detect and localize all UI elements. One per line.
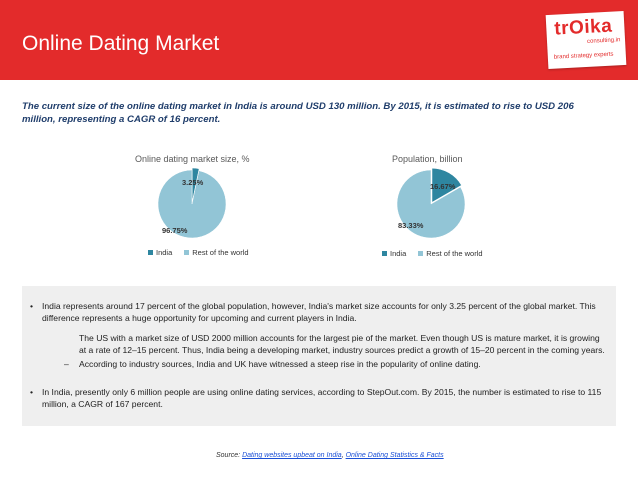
page-title: Online Dating Market — [22, 32, 220, 55]
bullet-text: In India, presently only 6 million people are using online dating services, according to StepOut.com. By 2015, the number is estimated to rise to 115 million, a CAGR of 167 percent. — [42, 387, 602, 409]
chart1-legend-india-label: India — [156, 248, 173, 257]
source-separator: , — [341, 452, 346, 459]
chart2-legend-rest — [418, 249, 482, 258]
chart2-title: Population, billion — [392, 154, 463, 164]
chart2-legend-india-label: India — [390, 249, 407, 258]
chart2-legend-rest-label: Rest of the world — [426, 249, 483, 258]
source-prefix: Source: — [216, 452, 243, 459]
bullet-mark: – — [64, 359, 69, 369]
pie-data-label: 3.25% — [182, 178, 204, 187]
source-link-dating-websites[interactable]: Dating websites upbeat on India — [242, 452, 342, 459]
bullet-text: According to industry sources, India and UK have witnessed a steep rise in the popularity of online dating. — [79, 359, 481, 369]
chart1-legend — [148, 248, 261, 257]
bullet-item — [30, 386, 608, 410]
pie-data-label: 96.75% — [162, 226, 188, 235]
logo-domain: consulting.in — [586, 37, 621, 45]
logo-tagline: brand strategy experts — [553, 51, 614, 61]
bullet-text: The US with a market size of USD 2000 million accounts for the largest pie of the market. Even though US is mature market, it is growing at a rate of 12–15 percent. Thus, India being a developing market, industry sources predict a growth of 15–20 percent in the coming years. — [79, 333, 605, 355]
bullet-mark: • — [30, 387, 34, 397]
bullet-panel — [22, 286, 616, 426]
legend-swatch-india — [382, 251, 387, 256]
pie-data-label: 83.33% — [398, 221, 424, 230]
chart2-pie — [393, 166, 483, 246]
chart2-legend-india — [382, 249, 406, 258]
source-note — [216, 452, 444, 459]
source-link-statistics[interactable]: Online Dating Statistics & Facts — [345, 452, 444, 459]
chart1-legend-india — [148, 248, 172, 257]
legend-swatch-rest — [418, 251, 423, 256]
pie-data-label: 16.67% — [430, 182, 456, 191]
legend-swatch-india — [148, 250, 153, 255]
chart2-legend — [382, 249, 495, 258]
chart1-legend-rest — [184, 248, 248, 257]
intro-text: The current size of the online dating market in India is around USD 130 million. By 2015, it is estimated to rise to USD 206 million, representing a CAGR of 16 percent. — [22, 101, 574, 125]
troika-logo — [546, 11, 627, 69]
bullet-item — [30, 300, 608, 324]
header-bar — [0, 0, 638, 80]
bullet-item — [64, 358, 609, 370]
legend-swatch-rest — [184, 250, 189, 255]
logo-wordmark: trOika — [553, 15, 613, 40]
chart1-legend-rest-label: Rest of the world — [192, 248, 249, 257]
bullet-mark: • — [30, 301, 34, 311]
chart1-pie — [150, 166, 240, 246]
bullet-item — [79, 332, 609, 356]
bullet-text: India represents around 17 percent of the global population, however, India's market size accounts for only 3.25 percent of the global market. This difference represents a huge opportunity for upcoming and current players in India. — [42, 301, 596, 323]
chart1-title: Online dating market size, % — [135, 154, 250, 164]
